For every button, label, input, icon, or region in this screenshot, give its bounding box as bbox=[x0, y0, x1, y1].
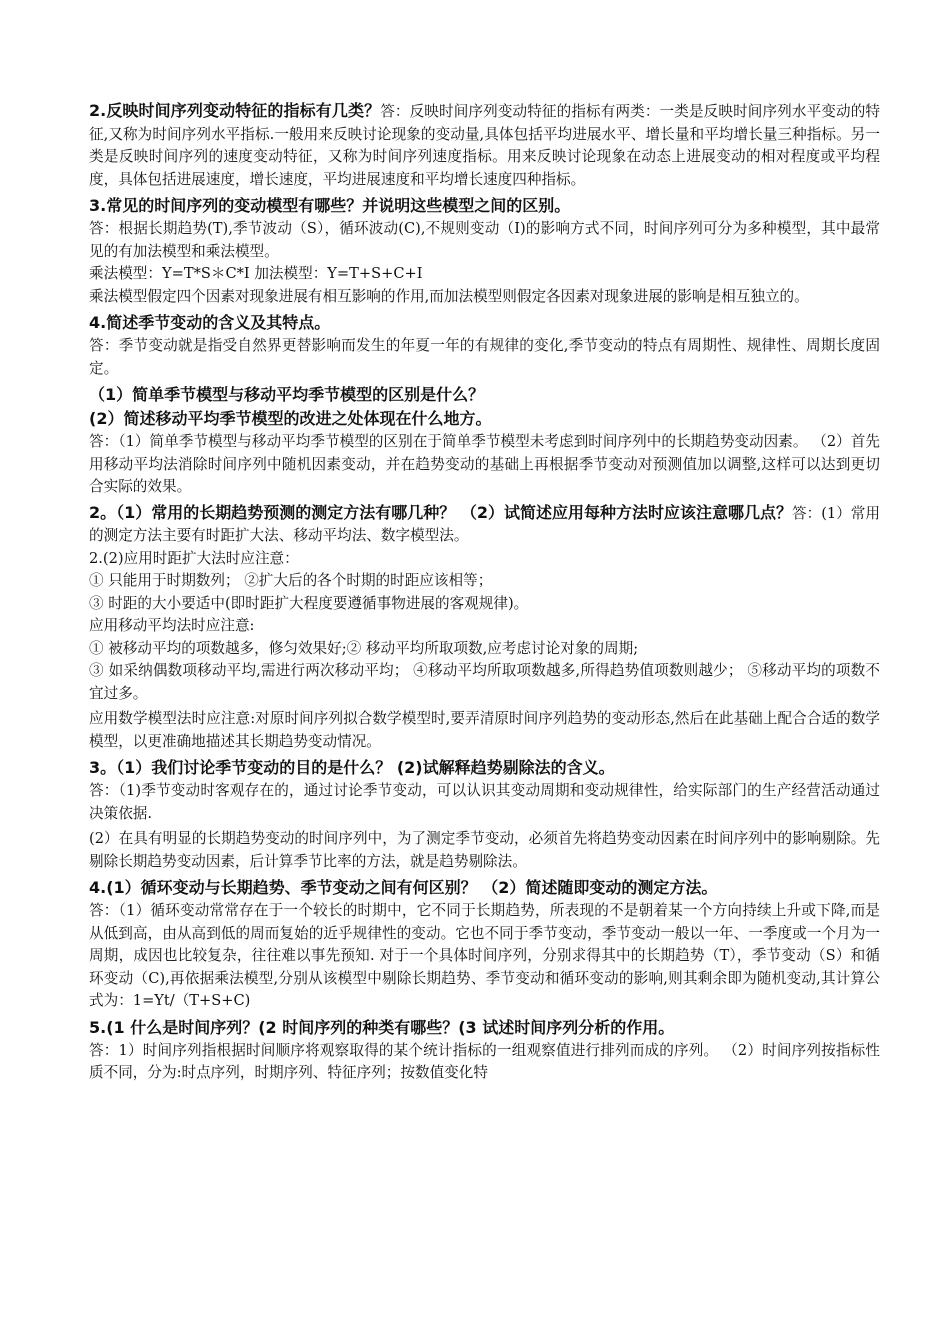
answer-text: 2.(2)应用时距扩大法时应注意： bbox=[89, 549, 299, 567]
paragraph-14 bbox=[89, 593, 880, 616]
paragraph-12 bbox=[89, 548, 880, 571]
paragraph-15 bbox=[89, 615, 880, 638]
formula-text: 乘法模型：Y=T*S＊C*I 加法模型：Y=T+S+C+I bbox=[89, 265, 423, 282]
paragraph-4 bbox=[89, 263, 880, 286]
answer-text: 答：（1）循环变动常常存在于一个较长的时期中，它不同于长期趋势，所表现的不是朝着某一个方向持续上升或下降,而是从低到高，由从高到低的周而复始的近乎规律性的变动。它也不同于季节变动，季节变动一般以一年、一季度或一个月为一周期，成因也比较复杂，往往难以事先预知. 对于一个具体时间序列，分别求得其中的长期趋势（T），季节变动（S）和循环变动（C),再依据乘法模型,分别从该模型中剔除长期趋势、季节变动和循环变动的影响,则其剩余即为随机变动,其计算公式为：1=Yt/（T+S+C) bbox=[89, 902, 880, 1009]
paragraph-25 bbox=[89, 1040, 880, 1085]
answer-text: (2）在具有明显的长期趋势变动的时间序列中，为了测定季节变动，必须首先将趋势变动因素在时间序列中的影响剔除。先剔除长期趋势变动因素，后计算季节比率的方法，就是趋势剔除法。 bbox=[89, 830, 880, 870]
paragraph-9 bbox=[89, 407, 880, 431]
answer-text: 答：（1）简单季节模型与移动平均季节模型的区别在于简单季节模型未考虑到时间序列中的长期趋势变动因素。 （2）首先用移动平均法消除时间序列中随机因素变动，并在趋势变动的基础上再根据季节变动对预测值加以调整,这样可以达到更切合实际的效果。 bbox=[89, 433, 880, 495]
paragraph-17 bbox=[89, 660, 880, 705]
paragraph-10 bbox=[89, 431, 880, 499]
question-heading: 2。（1）常用的长期趋势预测的测定方法有哪几种？ （2）试简述应用每种方法时应该注意哪几点？ bbox=[89, 502, 793, 522]
question-heading: 5.(1 什么是时间序列？(2 时间序列的种类有哪些？(3 试述时间序列分析的作用。 bbox=[89, 1017, 675, 1037]
answer-text: 答：（1)季节变动时客观存在的，通过讨论季节变动，可以认识其变动周期和变动规律性，给实际部门的生产经营活动通过决策依据. bbox=[89, 782, 880, 822]
paragraph-1 bbox=[89, 100, 880, 191]
question-heading: 3.常见的时间序列的变动模型有哪些？并说明这些模型之间的区别。 bbox=[89, 196, 571, 215]
paragraph-13 bbox=[89, 570, 880, 593]
paragraph-18 bbox=[89, 708, 880, 753]
paragraph-5 bbox=[89, 286, 880, 309]
answer-text: 答：(1）常用的测定方法主要有时距扩大法、移动平均法、数字模型法。 bbox=[89, 504, 880, 544]
paragraph-21 bbox=[89, 828, 880, 873]
paragraph-22 bbox=[89, 876, 880, 900]
paragraph-20 bbox=[89, 780, 880, 825]
paragraph-7 bbox=[89, 335, 880, 380]
question-heading: （1）简单季节模型与移动平均季节模型的区别是什么？ bbox=[89, 385, 485, 404]
answer-text: ① 被移动平均的项数越多，修匀效果好;② 移动平均所取项数,应考虑讨论对象的周期; bbox=[89, 639, 639, 657]
answer-text: 答：1）时间序列指根据时间顺序将观察取得的某个统计指标的一组观察值进行排列而成的序列。 （2）时间序列按指标性质不同，分为:时点序列，时期序列、特征序列；按数值变化特 bbox=[89, 1041, 880, 1081]
paragraph-11 bbox=[89, 502, 880, 548]
paragraph-16 bbox=[89, 638, 880, 661]
paragraph-24 bbox=[89, 1016, 880, 1040]
paragraph-19 bbox=[89, 756, 880, 780]
question-heading: (2）简述移动平均季节模型的改进之处体现在什么地方。 bbox=[89, 409, 492, 428]
answer-text: ③ 时距的大小要适中(即时距扩大程度要遵循事物进展的客观规律)。 bbox=[89, 594, 529, 612]
paragraph-3 bbox=[89, 218, 880, 263]
answer-text: 应用数学模型法时应注意:对原时间序列拟合数学模型时,要弄清原时间序列趋势的变动形态,然后在此基础上配合合适的数学模型，以更准确地描述其长期趋势变动情况。 bbox=[89, 710, 880, 750]
answer-text: 答：根据长期趋势(T),季节波动（S），循环波动(C),不规则变动（I)的影响方式不同，时间序列可分为多种模型，其中最常见的有加法模型和乘法模型。 bbox=[89, 220, 880, 260]
question-heading: 2.反映时间序列变动特征的指标有几类？ bbox=[89, 101, 381, 120]
answer-text: 应用移动平均法时应注意: bbox=[89, 617, 255, 634]
answer-text: 乘法模型假定四个因素对现象进展有相互影响的作用,而加法模型则假定各因素对现象进展的影响是相互独立的。 bbox=[89, 287, 809, 305]
question-heading: 3。（1）我们讨论季节变动的目的是什么？ (2)试解释趋势剔除法的含义。 bbox=[89, 758, 615, 777]
answer-text: 答：季节变动就是指受自然界更替影响而发生的年夏一年的有规律的变化,季节变动的特点有周期性、规律性、周期长度固定。 bbox=[89, 337, 880, 377]
answer-text: ③ 如采纳偶数项移动平均,需进行两次移动平均； ④移动平均所取项数越多,所得趋势值项数则越少； ⑤移动平均的项数不宜过多。 bbox=[89, 662, 880, 702]
question-heading: 4.(1）循环变动与长期趋势、季节变动之间有何区别？ （2）简述随即变动的测定方法。 bbox=[89, 878, 718, 897]
paragraph-6 bbox=[89, 311, 880, 335]
paragraph-2 bbox=[89, 194, 880, 218]
paragraph-8 bbox=[89, 383, 880, 407]
question-heading: 4.简述季节变动的含义及其特点。 bbox=[89, 313, 331, 332]
answer-text: ① 只能用于时期数列； ②扩大后的各个时期的时距应该相等； bbox=[89, 572, 493, 589]
paragraph-23 bbox=[89, 900, 880, 1013]
answer-text: 答：反映时间序列变动特征的指标有两类：一类是反映时间序列水平变动的特征,又称为时间序列水平指标.一般用来反映讨论现象的变动量,具体包括平均进展水平、增长量和平均增长量三种指标。另一类是反映时间序列的速度变动特征，又称为时间序列速度指标。用来反映讨论现象在动态上进展变动的相对程度或平均程度，具体包括进展速度，增长速度，平均进展速度和平均增长速度四种指标。 bbox=[89, 103, 880, 188]
